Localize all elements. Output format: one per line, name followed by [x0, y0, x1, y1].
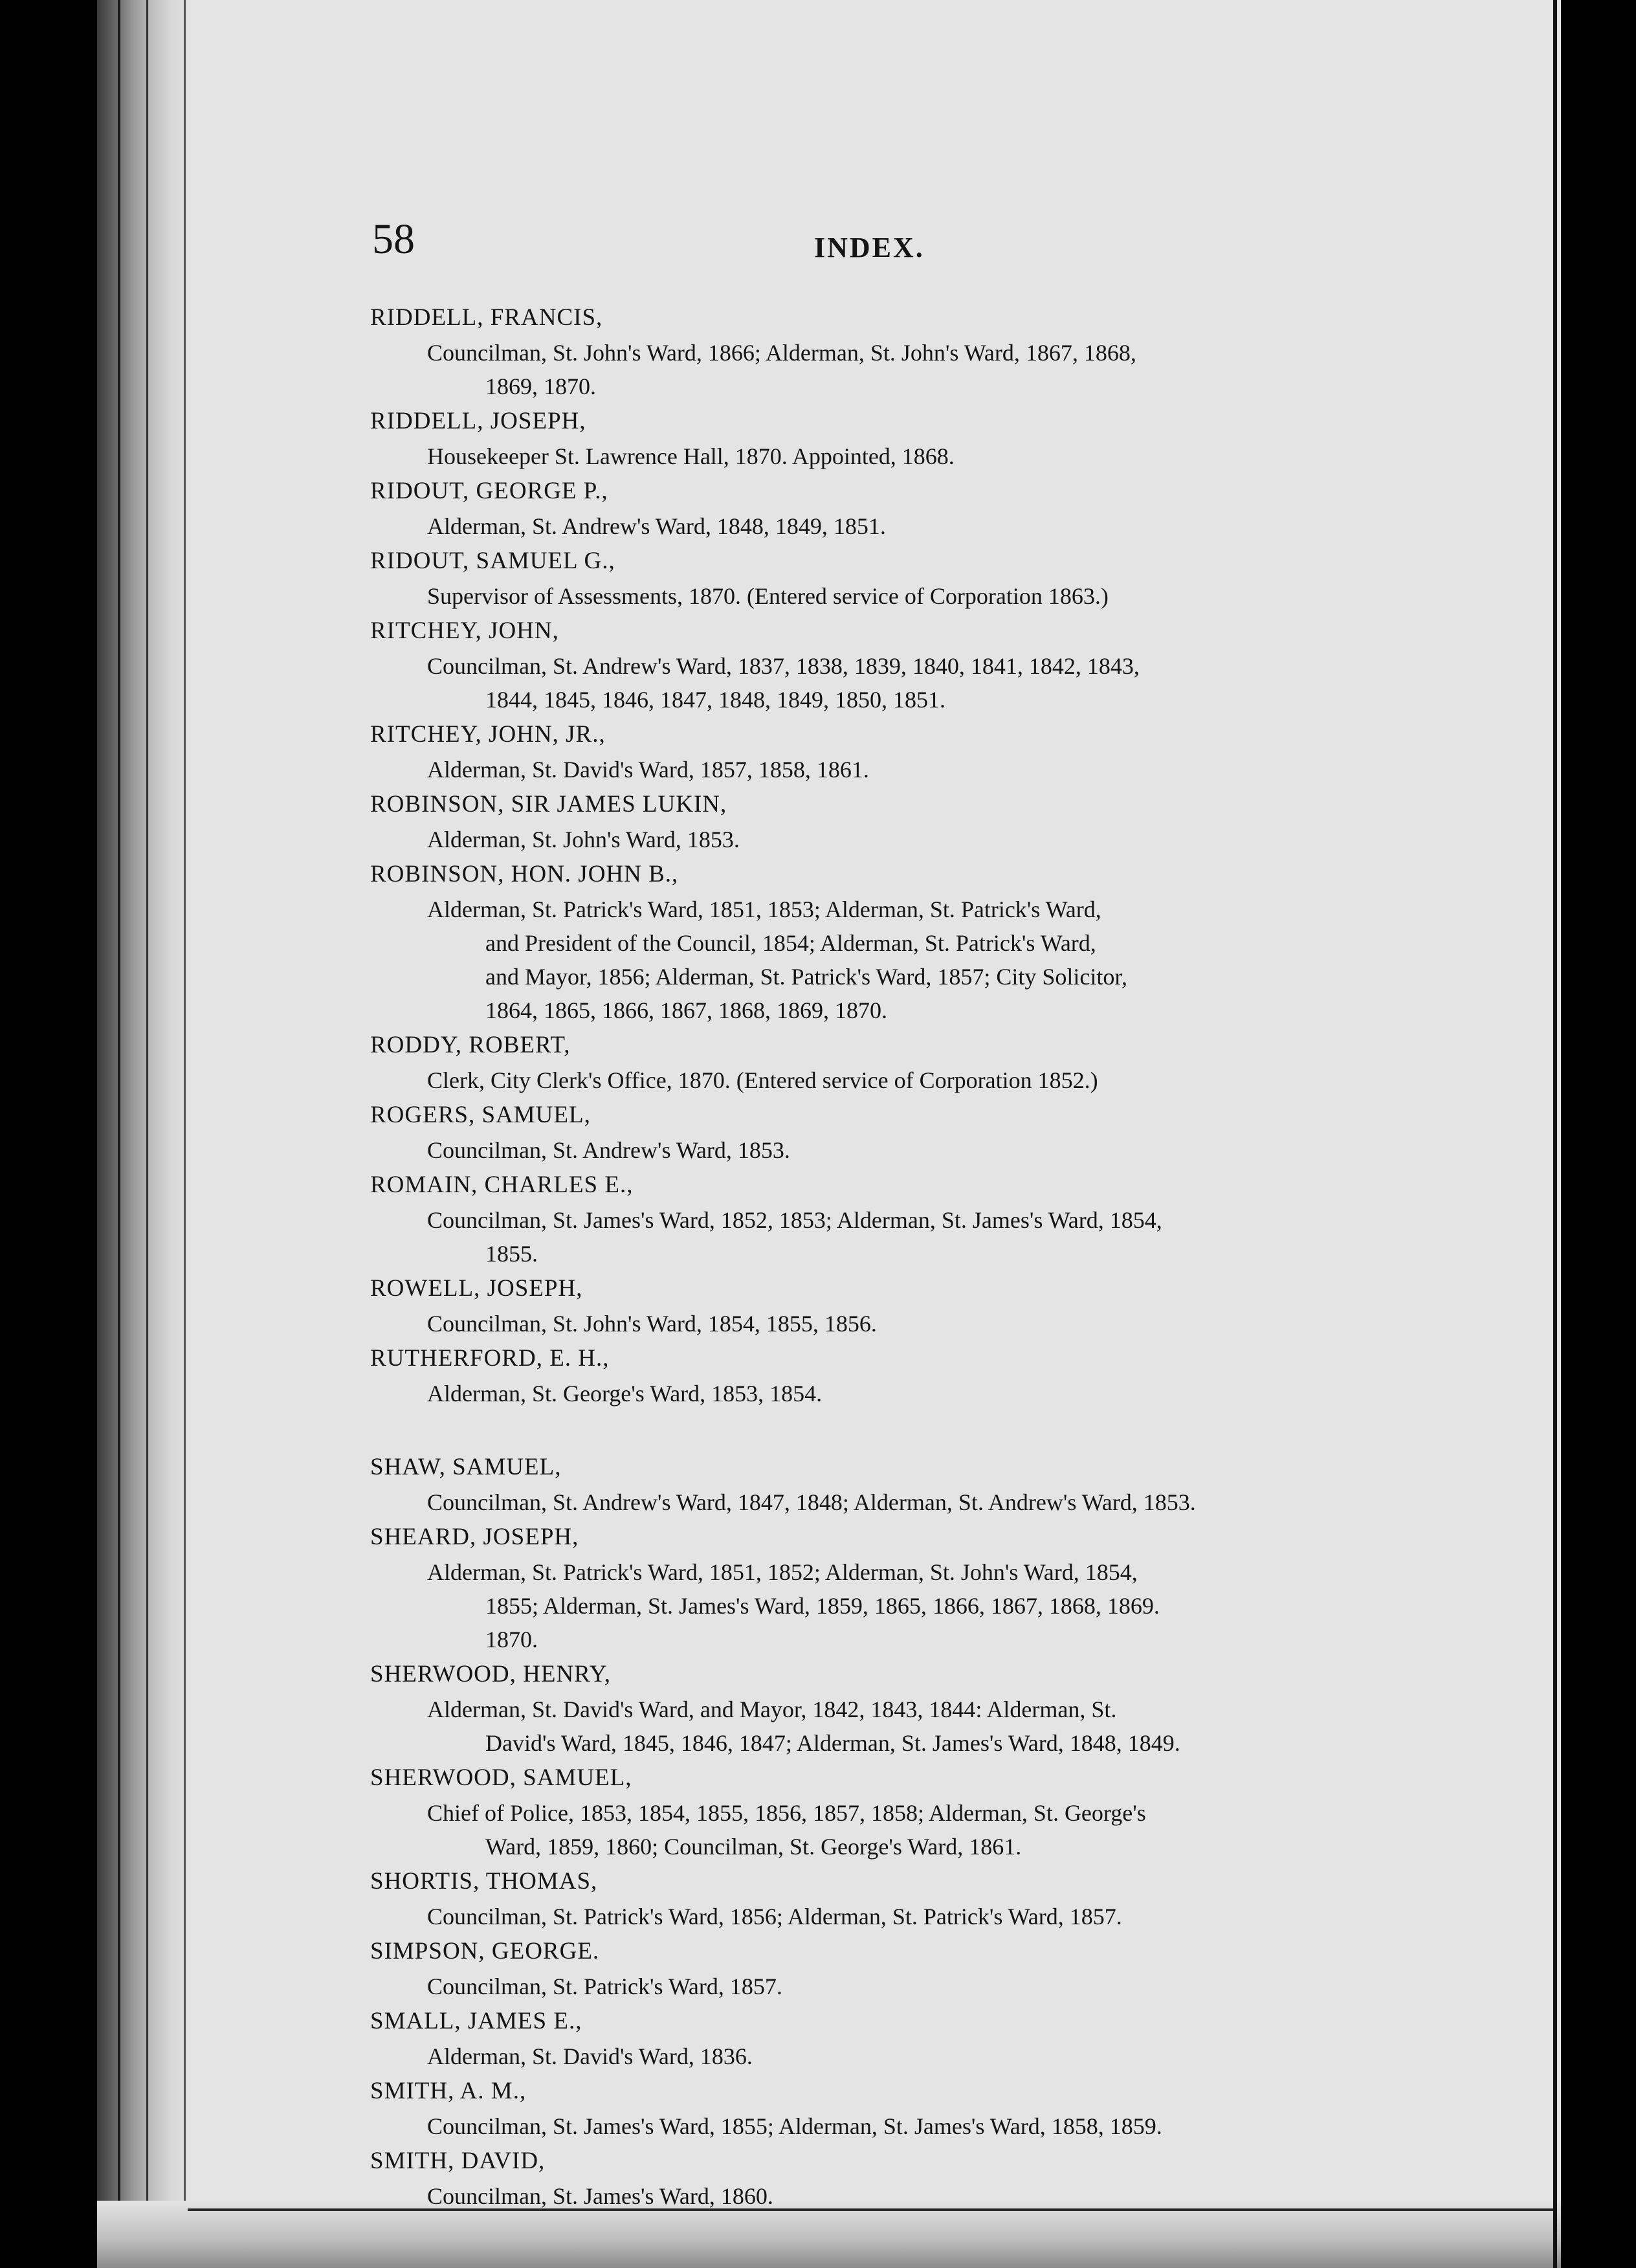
index-entry — [370, 1097, 1380, 1167]
entry-line: Councilman, St. James's Ward, 1860. — [427, 2183, 773, 2209]
entry-line: Housekeeper St. Lawrence Hall, 1870. Appointed, 1868. — [427, 443, 955, 469]
entry-line: Councilman, St. John's Ward, 1866; Alderman, St. John's Ward, 1867, 1868, — [427, 340, 1136, 366]
section-gap — [370, 1410, 1380, 1449]
entry-offices — [370, 1555, 1380, 1656]
entry-name: ROBINSON, HON. JOHN B., — [370, 861, 679, 887]
entry-offices — [370, 439, 1380, 473]
right-scan-border — [1553, 0, 1557, 2268]
entry-line: Chief of Police, 1853, 1854, 1855, 1856, 1857, 1858; Alderman, St. George's — [427, 1800, 1146, 1826]
entry-line: and Mayor, 1856; Alderman, St. Patrick's Ward, 1857; City Solicitor, — [485, 964, 1127, 990]
entry-line: Councilman, St. John's Ward, 1854, 1855, 1856. — [427, 1311, 877, 1337]
index-entry — [370, 1027, 1380, 1097]
entry-line: David's Ward, 1845, 1846, 1847; Alderman, St. James's Ward, 1848, 1849. — [485, 1730, 1180, 1756]
entry-name: SMITH, DAVID, — [370, 2148, 546, 2174]
entry-line: Councilman, St. Andrew's Ward, 1837, 1838, 1839, 1840, 1841, 1842, 1843, — [427, 653, 1140, 679]
entry-line: Councilman, St. James's Ward, 1852, 1853; Alderman, St. James's Ward, 1854, — [427, 1207, 1162, 1233]
entry-name: SHERWOOD, HENRY, — [370, 1661, 611, 1687]
index-entry — [370, 2003, 1380, 2073]
entry-offices — [370, 509, 1380, 543]
entry-offices — [370, 2179, 1380, 2213]
entry-line: Alderman, St. David's Ward, 1836. — [427, 2043, 753, 2069]
entry-line: Clerk, City Clerk's Office, 1870. (Entered service of Corporation 1852.) — [427, 1067, 1098, 1093]
entry-line: 1870. — [485, 1627, 538, 1652]
entry-line: Alderman, St. George's Ward, 1853, 1854. — [427, 1381, 823, 1406]
index-entry — [370, 1656, 1380, 1760]
entry-offices — [370, 1063, 1380, 1097]
entry-line: Supervisor of Assessments, 1870. (Entered service of Corporation 1863.) — [427, 583, 1109, 609]
entry-line: 1844, 1845, 1846, 1847, 1848, 1849, 1850, 1851. — [485, 687, 945, 713]
book-spine-shadow — [97, 0, 188, 2214]
entry-name: ROGERS, SAMUEL, — [370, 1102, 591, 1128]
entry-offices — [370, 893, 1380, 1027]
entry-offices — [370, 1307, 1380, 1340]
entry-offices — [370, 579, 1380, 613]
entry-name: RITCHEY, JOHN, — [370, 617, 559, 644]
entry-name: ROBINSON, SIR JAMES LUKIN, — [370, 791, 727, 817]
entry-offices — [370, 1133, 1380, 1167]
entry-name: SHORTIS, THOMAS, — [370, 1868, 598, 1895]
entry-line: Alderman, St. David's Ward, and Mayor, 1842, 1843, 1844: Alderman, St. — [427, 1696, 1117, 1722]
entry-offices — [370, 1970, 1380, 2003]
index-entry — [370, 856, 1380, 1027]
index-entry — [370, 1933, 1380, 2003]
entry-line: Alderman, St. Andrew's Ward, 1848, 1849, 1851. — [427, 513, 886, 539]
index-entry — [370, 1519, 1380, 1656]
entry-offices — [370, 753, 1380, 786]
entry-line: Alderman, St. Patrick's Ward, 1851, 1853; Alderman, St. Patrick's Ward, — [427, 896, 1101, 922]
entry-name: RIDDELL, JOSEPH, — [370, 408, 586, 434]
entry-name: SHERWOOD, SAMUEL, — [370, 1764, 632, 1791]
index-entry — [370, 1449, 1380, 1519]
entry-name: SMALL, JAMES E., — [370, 2008, 582, 2034]
entry-offices — [370, 1900, 1380, 1933]
entry-name: SHEARD, JOSEPH, — [370, 1524, 579, 1550]
index-entries — [370, 300, 1380, 2213]
entry-name: SIMPSON, GEORGE. — [370, 1938, 600, 1964]
entry-line: 1864, 1865, 1866, 1867, 1868, 1869, 1870. — [485, 997, 887, 1023]
entry-name: RIDOUT, SAMUEL G., — [370, 548, 615, 574]
entry-line: 1869, 1870. — [485, 373, 596, 399]
index-entry — [370, 1863, 1380, 1933]
index-entry — [370, 2073, 1380, 2143]
index-entry — [370, 1340, 1380, 1410]
entry-offices — [370, 1203, 1380, 1271]
entry-name: RIDOUT, GEORGE P., — [370, 478, 608, 504]
entry-offices — [370, 2040, 1380, 2073]
entry-name: ROMAIN, CHARLES E., — [370, 1172, 634, 1198]
entry-line: 1855. — [485, 1241, 538, 1267]
index-entry — [370, 1271, 1380, 1340]
index-entry — [370, 613, 1380, 717]
index-entry — [370, 2143, 1380, 2213]
entry-offices — [370, 1377, 1380, 1410]
entry-offices — [370, 1796, 1380, 1863]
spine-edge-line — [146, 0, 148, 2227]
entry-name: SMITH, A. M., — [370, 2078, 527, 2104]
entry-line: 1855; Alderman, St. James's Ward, 1859, 1865, 1866, 1867, 1868, 1869. — [485, 1593, 1160, 1619]
entry-name: SHAW, SAMUEL, — [370, 1454, 562, 1480]
entry-line: Alderman, St. Patrick's Ward, 1851, 1852; Alderman, St. John's Ward, 1854, — [427, 1559, 1138, 1585]
entry-name: RITCHEY, JOHN, JR., — [370, 721, 606, 748]
running-head: INDEX. — [814, 232, 925, 263]
entry-line: Ward, 1859, 1860; Councilman, St. George's Ward, 1861. — [485, 1834, 1022, 1860]
entry-offices — [370, 649, 1380, 717]
entry-name: RUTHERFORD, E. H., — [370, 1345, 610, 1372]
index-entry — [370, 473, 1380, 543]
spine-edge-line — [184, 0, 186, 2214]
entry-line: Councilman, St. Patrick's Ward, 1856; Alderman, St. Patrick's Ward, 1857. — [427, 1904, 1122, 1929]
entry-offices — [370, 823, 1380, 856]
entry-offices — [370, 2109, 1380, 2143]
entry-line: Alderman, St. David's Ward, 1857, 1858, 1861. — [427, 757, 869, 783]
entry-line: Alderman, St. John's Ward, 1853. — [427, 827, 740, 852]
index-entry — [370, 543, 1380, 613]
entry-offices — [370, 1693, 1380, 1760]
index-entry — [370, 403, 1380, 473]
entry-line: Councilman, St. Andrew's Ward, 1853. — [427, 1137, 790, 1163]
entry-line: Councilman, St. James's Ward, 1855; Alderman, St. James's Ward, 1858, 1859. — [427, 2113, 1162, 2139]
index-entry — [370, 786, 1380, 856]
index-entry — [370, 717, 1380, 786]
index-entry — [370, 1760, 1380, 1863]
page-number: 58 — [372, 216, 415, 263]
index-entry — [370, 1167, 1380, 1271]
entry-line: Councilman, St. Andrew's Ward, 1847, 1848; Alderman, St. Andrew's Ward, 1853. — [427, 1489, 1196, 1515]
spine-edge-line — [118, 0, 120, 2227]
entry-line: Councilman, St. Patrick's Ward, 1857. — [427, 1973, 782, 1999]
index-entry — [370, 300, 1380, 403]
entry-offices — [370, 1485, 1380, 1519]
entry-name: RODDY, ROBERT, — [370, 1032, 571, 1058]
entry-name: RIDDELL, FRANCIS, — [370, 304, 603, 331]
entry-name: ROWELL, JOSEPH, — [370, 1275, 583, 1302]
entry-line: and President of the Council, 1854; Alderman, St. Patrick's Ward, — [485, 930, 1096, 956]
entry-offices — [370, 336, 1380, 403]
